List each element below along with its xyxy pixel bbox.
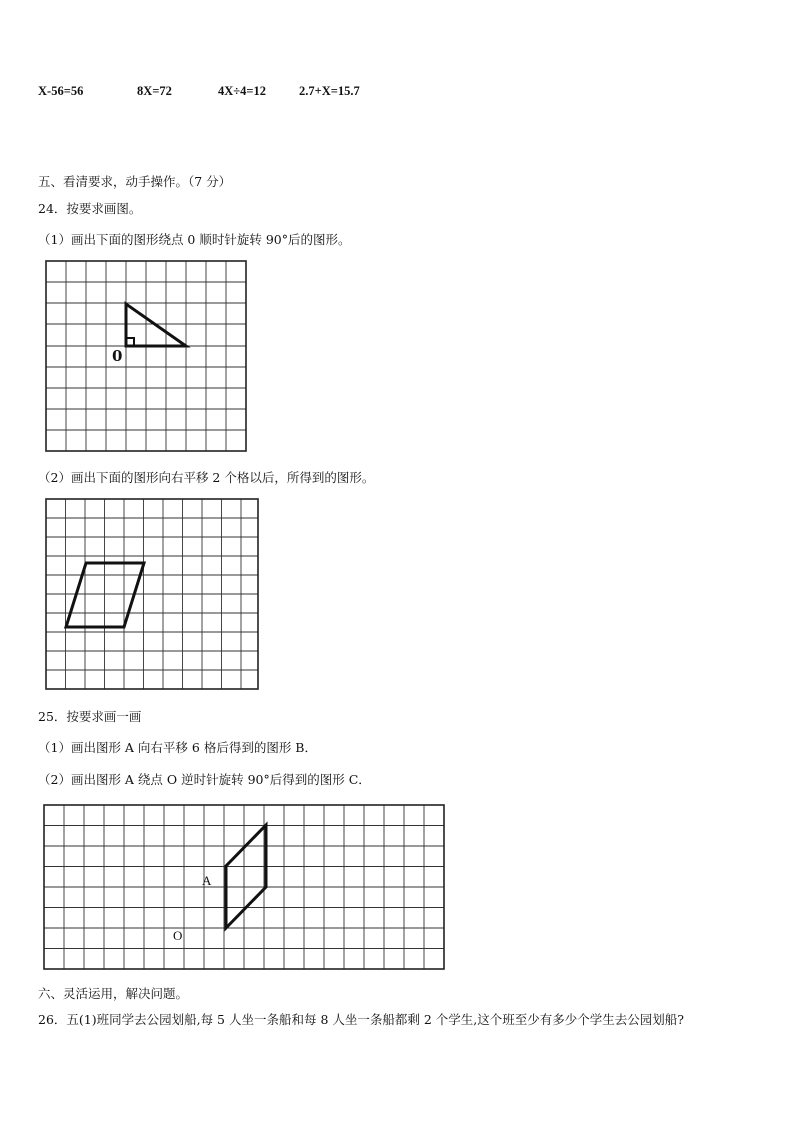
equation-3: 4X÷4=12: [218, 84, 267, 98]
shape-a-label: A: [202, 873, 212, 888]
question-24-part-1: （1）画出下面的图形绕点 0 顺时针旋转 90°后的图形。: [38, 232, 351, 247]
section-5-heading: 五、看清要求，动手操作。（7 分）: [38, 174, 232, 189]
question-25-part-1: （1）画出图形 A 向右平移 6 格后得到的图形 B．: [38, 740, 317, 755]
parallelogram: [66, 563, 144, 627]
equation-1: X-56=56: [38, 84, 84, 98]
question-24-title: 24．按要求画图。: [38, 201, 142, 216]
question-25-part-2: （2）画出图形 A 绕点 O 逆时针旋转 90°后得到的图形 C．: [38, 772, 371, 787]
grid-lines: [44, 805, 444, 969]
grid-25: [44, 805, 446, 971]
point-o-label-2: O: [173, 928, 183, 943]
shape-a-parallelogram: [226, 825, 266, 928]
grid-lines: [46, 261, 246, 451]
section-6-heading: 六、灵活运用，解决问题。: [38, 986, 189, 1001]
equation-4: 2.7+X=15.7: [299, 84, 360, 98]
point-o-label-1: 0: [112, 347, 123, 365]
grid-24-2: [46, 499, 260, 691]
question-25-title: 25．按要求画一画: [38, 709, 142, 724]
grid-24-1: [46, 261, 248, 453]
equation-2: 8X=72: [137, 84, 172, 98]
question-26: 26．五(1)班同学去公园划船,每 5 人坐一条船和每 8 人坐一条船都剩 2 个学生,这个班至少有多少个学生去公园划船?: [38, 1012, 684, 1027]
question-24-part-2: （2）画出下面的图形向右平移 2 个格以后，所得到的图形。: [38, 470, 375, 485]
